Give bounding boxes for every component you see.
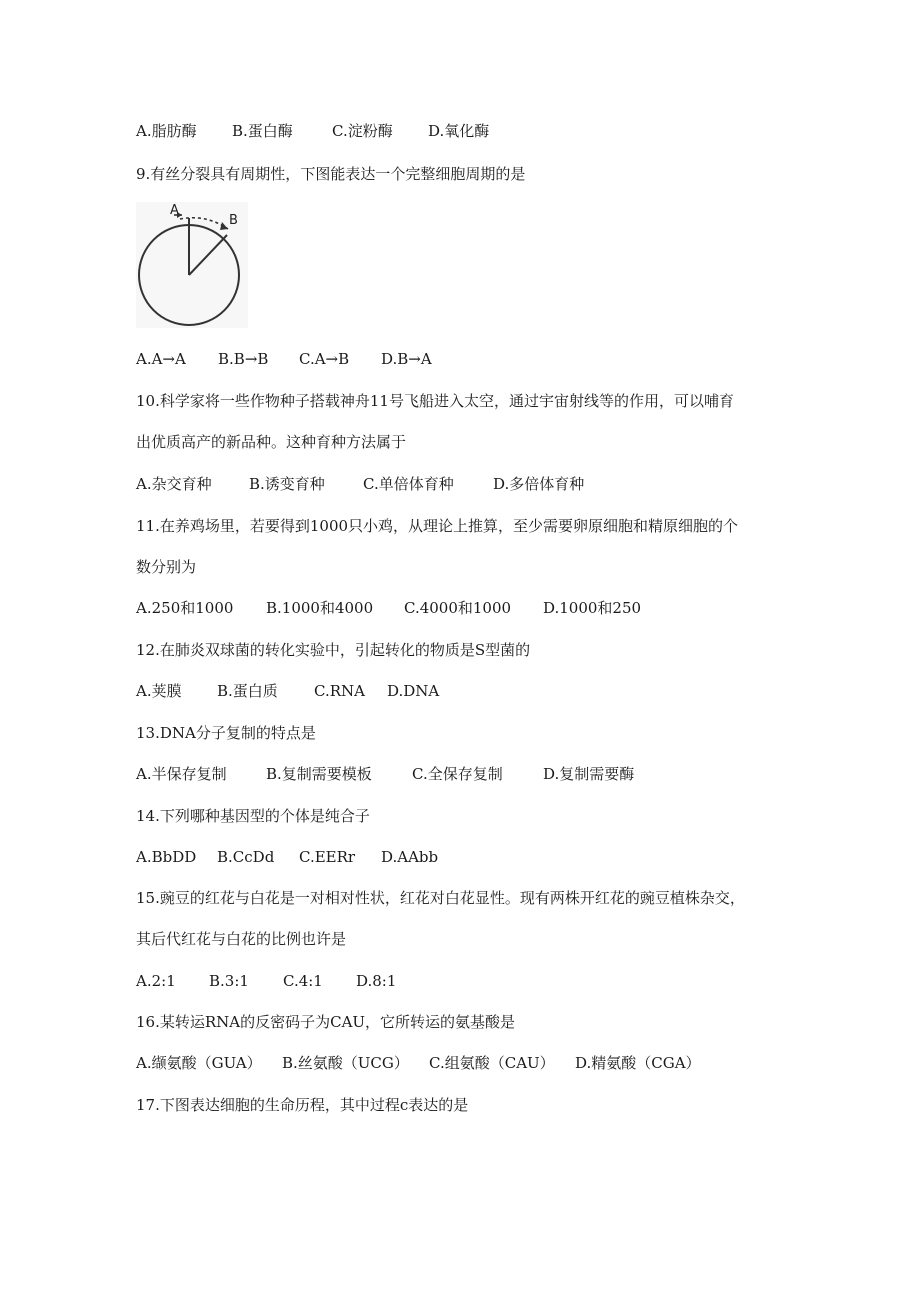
q16-option-b: B.丝氨酸（UCG）: [282, 1054, 409, 1072]
q16-option-d: D.精氨酸（CGA）: [575, 1054, 701, 1072]
q14-stem: 14.下列哪种基因型的个体是纯合子: [136, 807, 370, 825]
q9-option-c: C.A→B: [299, 350, 350, 368]
q11-stem-line1: 11.在养鸡场里，若要得到1000只小鸡，从理论上推算，至少需要卵原细胞和精原细胞的个: [136, 517, 739, 535]
q11-stem-line2: 数分别为: [136, 558, 197, 576]
q9-option-a: A.A→A: [136, 350, 186, 368]
q12-option-c: C.RNA: [314, 682, 365, 700]
q15-stem-line1: 15.豌豆的红花与白花是一对相对性状，红花对白花显性。现有两株开红花的豌豆植株杂交，: [136, 889, 745, 907]
q16-option-c: C.组氨酸（CAU）: [429, 1054, 555, 1072]
q10-stem-line2: 出优质高产的新品种。这种育种方法属于: [136, 433, 407, 451]
q17-stem: 17.下图表达细胞的生命历程，其中过程c表达的是: [136, 1096, 469, 1114]
q8-option-b: B.蛋白酶: [232, 122, 293, 140]
q8-option-c: C.淀粉酶: [332, 122, 393, 140]
q16-option-a: A.缬氨酸（GUA）: [136, 1054, 262, 1072]
label-a: A: [170, 203, 179, 218]
q13-option-c: C.全保存复制: [412, 765, 503, 783]
q13-option-b: B.复制需要模板: [266, 765, 372, 783]
q11-option-c: C.4000和1000: [404, 599, 512, 617]
q14-option-a: A.BbDD: [136, 848, 197, 866]
q13-stem: 13.DNA分子复制的特点是: [136, 724, 316, 742]
label-b: B: [229, 213, 238, 228]
q8-option-d: D.氧化酶: [428, 122, 490, 140]
q10-option-d: D.多倍体育种: [493, 475, 585, 493]
q13-option-a: A.半保存复制: [136, 765, 227, 783]
q15-option-c: C.4:1: [283, 972, 323, 990]
q14-option-b: B.CcDd: [217, 848, 275, 866]
q15-stem-line2: 其后代红花与白花的比例也许是: [136, 930, 347, 948]
q8-option-a: A.脂肪酶: [136, 122, 197, 140]
q12-option-d: D.DNA: [387, 682, 440, 700]
q9-option-d: D.B→A: [381, 350, 432, 368]
q11-option-a: A.250和1000: [136, 599, 234, 617]
q10-option-b: B.诱变育种: [249, 475, 325, 493]
q12-option-b: B.蛋白质: [217, 682, 278, 700]
q14-option-d: D.AAbb: [381, 848, 439, 866]
q14-option-c: C.EERr: [299, 848, 356, 866]
q12-stem: 12.在肺炎双球菌的转化实验中，引起转化的物质是S型菌的: [136, 641, 531, 659]
q11-option-d: D.1000和250: [543, 599, 642, 617]
q10-option-c: C.单倍体育种: [363, 475, 454, 493]
cell-cycle-figure: [136, 202, 248, 328]
q15-option-b: B.3:1: [209, 972, 249, 990]
arrow-head-b: [220, 222, 228, 230]
radius-b: [189, 235, 227, 275]
q9-stem: 9.有丝分裂具有周期性，下图能表达一个完整细胞周期的是: [136, 165, 526, 183]
q15-option-d: D.8:1: [356, 972, 397, 990]
q9-option-b: B.B→B: [218, 350, 269, 368]
q10-stem-line1: 10.科学家将一些作物种子搭载神舟11号飞船进入太空，通过宇宙射线等的作用，可以哺育: [136, 392, 734, 410]
q11-option-b: B.1000和4000: [266, 599, 374, 617]
q13-option-d: D.复制需要酶: [543, 765, 635, 783]
q12-option-a: A.荚膜: [136, 682, 182, 700]
q16-stem: 16.某转运RNA的反密码子为CAU，它所转运的氨基酸是: [136, 1013, 516, 1031]
q15-option-a: A.2:1: [136, 972, 176, 990]
cell-cycle-diagram: [136, 202, 248, 328]
q10-option-a: A.杂交育种: [136, 475, 212, 493]
